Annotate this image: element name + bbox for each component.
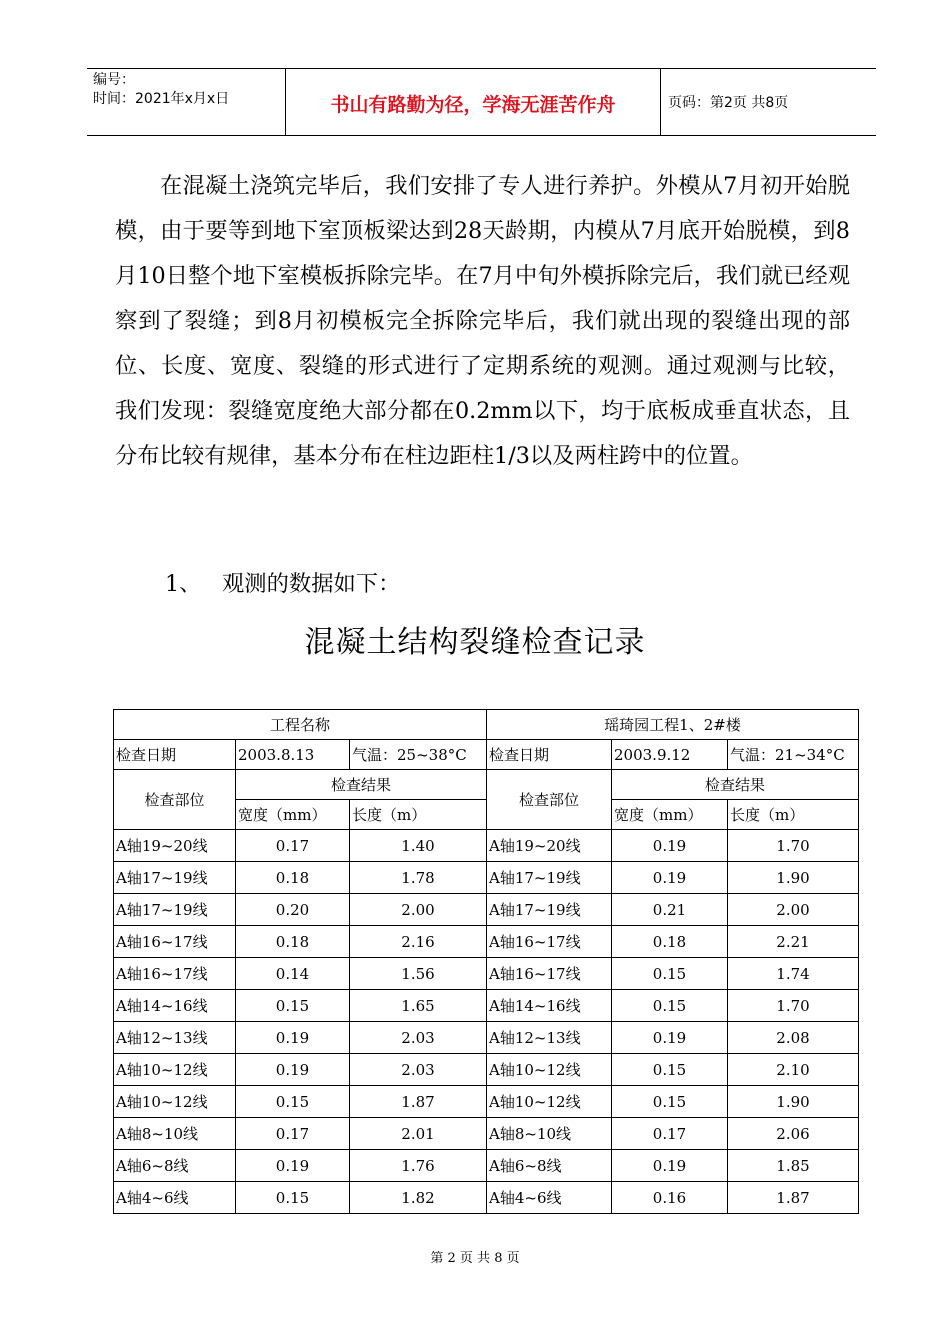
project-name-label: 工程名称 — [114, 710, 487, 740]
left-date-label: 检查日期 — [114, 740, 236, 770]
left-width-cell: 0.15 — [236, 1182, 350, 1214]
left-width-cell: 0.18 — [236, 862, 350, 894]
left-length-cell: 2.00 — [350, 894, 487, 926]
list-item-number: 1、 — [165, 571, 202, 597]
left-width-header: 宽度（mm） — [236, 800, 350, 830]
right-length-cell: 2.21 — [728, 926, 859, 958]
document-title: 混凝土结构裂缝检查记录 — [304, 625, 646, 660]
left-location-cell: A轴16~17线 — [114, 926, 236, 958]
left-location-header: 检查部位 — [114, 770, 236, 830]
left-location-cell: A轴16~17线 — [114, 958, 236, 990]
table-row — [114, 926, 859, 958]
right-length-cell: 1.90 — [728, 862, 859, 894]
table-header-row-1 — [114, 770, 859, 800]
left-length-cell: 2.03 — [350, 1022, 487, 1054]
left-width-cell: 0.15 — [236, 1086, 350, 1118]
right-length-cell: 1.70 — [728, 830, 859, 862]
header-top-rule — [87, 68, 876, 69]
right-length-cell: 1.90 — [728, 1086, 859, 1118]
header-motto: 书山有路勤为径，学海无涯苦作舟 — [330, 94, 616, 116]
list-item — [165, 566, 400, 598]
table-row — [114, 1118, 859, 1150]
right-length-header: 长度（m） — [728, 800, 859, 830]
page-header — [87, 68, 876, 136]
right-width-cell: 0.16 — [612, 1182, 728, 1214]
left-length-cell: 2.16 — [350, 926, 487, 958]
left-location-cell: A轴4~6线 — [114, 1182, 236, 1214]
right-location-cell: A轴12~13线 — [487, 1022, 612, 1054]
table-row — [114, 958, 859, 990]
right-width-cell: 0.15 — [612, 1054, 728, 1086]
right-location-cell: A轴10~12线 — [487, 1054, 612, 1086]
right-width-cell: 0.19 — [612, 862, 728, 894]
right-width-cell: 0.15 — [612, 990, 728, 1022]
left-location-cell: A轴10~12线 — [114, 1086, 236, 1118]
header-number-label: 编号： — [93, 72, 135, 88]
left-location-cell: A轴10~12线 — [114, 1054, 236, 1086]
left-result-header: 检查结果 — [236, 770, 487, 800]
header-bottom-rule — [87, 135, 876, 136]
left-width-cell: 0.14 — [236, 958, 350, 990]
right-length-cell: 2.00 — [728, 894, 859, 926]
table-row — [114, 1182, 859, 1214]
right-location-cell: A轴8~10线 — [487, 1118, 612, 1150]
table-row — [114, 1150, 859, 1182]
right-width-header: 宽度（mm） — [612, 800, 728, 830]
table-body — [114, 830, 859, 1214]
table-row — [114, 990, 859, 1022]
project-name-value: 瑶琦园工程1、2#楼 — [487, 710, 859, 740]
right-location-cell: A轴16~17线 — [487, 926, 612, 958]
left-width-cell: 0.18 — [236, 926, 350, 958]
right-length-cell: 1.85 — [728, 1150, 859, 1182]
left-length-cell: 2.03 — [350, 1054, 487, 1086]
left-location-cell: A轴8~10线 — [114, 1118, 236, 1150]
left-length-cell: 1.82 — [350, 1182, 487, 1214]
left-width-cell: 0.17 — [236, 1118, 350, 1150]
header-time-label: 时间：2021年x月x日 — [93, 91, 230, 107]
right-length-cell: 1.70 — [728, 990, 859, 1022]
header-divider-left — [285, 68, 286, 136]
right-location-header: 检查部位 — [487, 770, 612, 830]
left-width-cell: 0.19 — [236, 1054, 350, 1086]
right-location-cell: A轴6~8线 — [487, 1150, 612, 1182]
left-length-cell: 2.01 — [350, 1118, 487, 1150]
left-length-cell: 1.87 — [350, 1086, 487, 1118]
right-location-cell: A轴17~19线 — [487, 894, 612, 926]
right-location-cell: A轴10~12线 — [487, 1086, 612, 1118]
left-width-cell: 0.19 — [236, 1150, 350, 1182]
table-row — [114, 1086, 859, 1118]
table-row — [114, 830, 859, 862]
right-width-cell: 0.15 — [612, 958, 728, 990]
paragraph-text: 在混凝土浇筑完毕后，我们安排了专人进行养护。外模从7月初开始脱模，由于要等到地下室顶板梁达到28天龄期，内模从7月底开始脱模，到8月10日整个地下室模板拆除完毕。在7月中旬外模拆除完后，我们就已经观察到了裂缝；到8月初模板完全拆除完毕后，我们就出现的裂缝出现的部位、长度、宽度、裂缝的形式进行了定期系统的观测。通过观测与比较，我们发现：裂缝宽度绝大部分都在0.2mm以下，均于底板成垂直状态，且分布比较有规律，基本分布在柱边距柱1/3以及两柱跨中的位置。 — [115, 173, 850, 469]
left-width-cell: 0.17 — [236, 830, 350, 862]
header-divider-right — [660, 68, 661, 136]
left-date-value: 2003.8.13 — [236, 740, 350, 770]
table-row — [114, 862, 859, 894]
left-temperature: 气温：25~38°C — [350, 740, 487, 770]
header-meta — [93, 71, 229, 109]
right-width-cell: 0.18 — [612, 926, 728, 958]
left-location-cell: A轴12~13线 — [114, 1022, 236, 1054]
left-length-header: 长度（m） — [350, 800, 487, 830]
left-location-cell: A轴6~8线 — [114, 1150, 236, 1182]
table-row — [114, 1054, 859, 1086]
right-length-cell: 2.08 — [728, 1022, 859, 1054]
table-row — [114, 1022, 859, 1054]
left-width-cell: 0.19 — [236, 1022, 350, 1054]
right-location-cell: A轴14~16线 — [487, 990, 612, 1022]
right-length-cell: 1.87 — [728, 1182, 859, 1214]
header-page-label: 页码：第2页 共8页 — [668, 95, 789, 111]
left-length-cell: 1.76 — [350, 1150, 487, 1182]
right-width-cell: 0.15 — [612, 1086, 728, 1118]
right-location-cell: A轴16~17线 — [487, 958, 612, 990]
left-width-cell: 0.20 — [236, 894, 350, 926]
right-width-cell: 0.21 — [612, 894, 728, 926]
left-location-cell: A轴17~19线 — [114, 894, 236, 926]
right-length-cell: 2.06 — [728, 1118, 859, 1150]
body-paragraph — [115, 164, 850, 479]
right-length-cell: 2.10 — [728, 1054, 859, 1086]
list-item-text: 观测的数据如下： — [222, 571, 401, 597]
left-width-cell: 0.15 — [236, 990, 350, 1022]
right-date-label: 检查日期 — [487, 740, 612, 770]
left-location-cell: A轴19~20线 — [114, 830, 236, 862]
crack-inspection-table — [113, 709, 859, 1214]
right-width-cell: 0.19 — [612, 830, 728, 862]
page-footer: 第 2 页 共 8 页 — [430, 1251, 520, 1266]
right-length-cell: 1.74 — [728, 958, 859, 990]
left-length-cell: 1.56 — [350, 958, 487, 990]
left-length-cell: 1.78 — [350, 862, 487, 894]
table-project-row — [114, 710, 859, 740]
right-result-header: 检查结果 — [612, 770, 859, 800]
left-location-cell: A轴14~16线 — [114, 990, 236, 1022]
right-location-cell: A轴4~6线 — [487, 1182, 612, 1214]
right-location-cell: A轴19~20线 — [487, 830, 612, 862]
left-length-cell: 1.40 — [350, 830, 487, 862]
right-width-cell: 0.19 — [612, 1150, 728, 1182]
left-length-cell: 1.65 — [350, 990, 487, 1022]
right-temperature: 气温：21~34°C — [728, 740, 859, 770]
right-location-cell: A轴17~19线 — [487, 862, 612, 894]
table-row — [114, 894, 859, 926]
right-width-cell: 0.19 — [612, 1022, 728, 1054]
right-date-value: 2003.9.12 — [612, 740, 728, 770]
left-location-cell: A轴17~19线 — [114, 862, 236, 894]
right-width-cell: 0.17 — [612, 1118, 728, 1150]
table-date-row — [114, 740, 859, 770]
